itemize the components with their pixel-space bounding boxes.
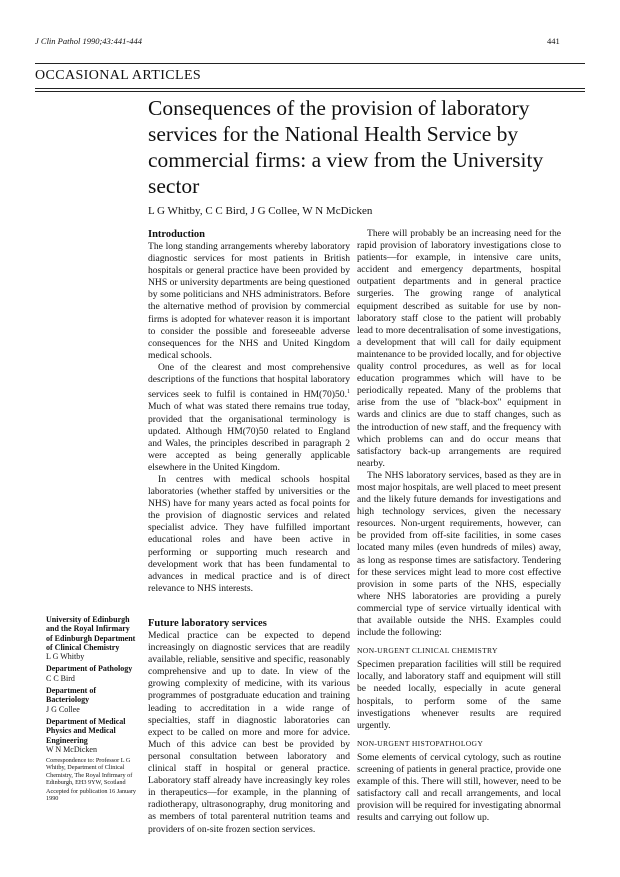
header-rule-bottom-double	[35, 91, 585, 92]
left-column-bottom	[148, 617, 350, 836]
intro-paragraph-2	[148, 362, 350, 474]
right-paragraph-2: The NHS laboratory services, based as they are in most major hospitals, are well placed to meet present and the likely future demands for investigations and high technology services, given the necessary resources. Non-urgent requirements, however, can be provided from off-site facilities, in some cases located many miles (even hundreds of miles) away, as long as response times are satisfactory. Tendering for these services might lead to more cost effective provision in some parts of the NHS, especially where NHS laboratories are providing a purely commercial type of service virtually identical with that available outside the NHS. Examples could include the following:	[357, 469, 561, 639]
header-rule-bottom	[35, 88, 585, 89]
introduction-heading: Introduction	[148, 229, 205, 240]
right-paragraph-1: There will probably be an increasing need for the rapid provision of laboratory investigations close to patients—for example, in intensive care units, accident and emergency departments, hospital outpatient departments and in general practice surgeries. The growing range of analytical equipment described as suitable for use by non-laboratory staff close to the patient will probably lead to more decentralisation of some investigations, a development that will call for daily equipment maintenance to be provided locally, and for objective quality control procedures, as well as for local education programmes which will have to be periodically repeated. Many of the problems that arise from the use of "black-box" equipment in wards and clinics are due to staff changes, such as the introduction of new staff, and the frequency with which problems can and do occur means that satisfactory back-up arrangements are required nearby.	[357, 228, 561, 469]
right-column	[357, 228, 561, 825]
histopathology-text: Some elements of cervical cytology, such as routine screening of patients in general practice, provide one example of this. There will still, however, need to be satisfactory call and recall arrangements, and local provision will be required for investigating abnormal results and carrying out follow up.	[357, 751, 561, 824]
correspondence-note: Correspondence to: Professor L G Whitby, Department of Clinical Chemistry, The Royal Infirmary of Edinburgh, EH3 9YW, Scotland	[46, 757, 133, 786]
future-services-heading: Future laboratory services	[148, 618, 267, 629]
affiliation-1	[46, 615, 138, 661]
affiliation-4	[46, 717, 138, 754]
affiliations-sidebar	[46, 615, 138, 802]
affiliation-person: J G Collee	[46, 704, 80, 714]
left-column-top	[148, 228, 350, 595]
affiliation-person: C C Bird	[46, 673, 75, 683]
affiliation-institution: Department of Bacteriology	[46, 686, 96, 705]
affiliation-2	[46, 664, 138, 683]
subheading-clinical-chemistry: NON-URGENT CLINICAL CHEMISTRY	[357, 646, 498, 656]
section-label: OCCASIONAL ARTICLES	[35, 68, 202, 83]
journal-reference: J Clin Pathol 1990;43:441-444	[35, 36, 142, 46]
intro-paragraph-2-start: One of the clearest and most comprehensive descriptions of the functions that hospital laboratory services seek to fulfil is contained in HM(70)50.	[148, 361, 350, 401]
reference-marker: 1	[347, 389, 350, 396]
article-title: Consequences of the provision of laboratory services for the National Health Service by commercial firms: a view from the University sector	[148, 96, 544, 198]
future-paragraph-1: Medical practice can be expected to depend increasingly on diagnostic services that are readily available, reliable, sensitive and specific, reasonably comprehensive and up to date. In view of the growing complexity of medicine, with its various programmes of postgraduate education and training leading to accreditation in a wide range of specialties, staff in diagnostic laboratories can expect to be called on more and more for advice. Much of this advice can best be provided by personal consultation between laboratory and clinical staff in hospital or general practice. Laboratory staff already have increasingly key roles in therapeutics—for example, in the planning of radiotherapy, ultrasonography, drug monitoring and as members of total parenteral nutrition teams and providers of on-site frozen section services.	[148, 630, 350, 835]
affiliation-3	[46, 686, 138, 714]
affiliation-institution: Department of Pathology	[46, 664, 133, 674]
intro-paragraph-3: In centres with medical schools hospital laboratories (whether staffed by universities or the NHS) have for many years acted as focal points for the provision of diagnostic services and related specialist advice. They have fulfilled important educational roles and have been active in performing or supporting much research and development work that has been fundamental to advances in medical practice and is of direct relevance to NHS interests.	[148, 473, 350, 594]
intro-paragraph-2-end: Much of what was stated there remains true today, provided that the organisational terminology is updated. Although HM(70)50 related to England and Wales, the principles described in paragraph 2 were accepted as being generally applicable elsewhere in the United Kingdom.	[148, 401, 350, 473]
intro-paragraph-1: The long standing arrangements whereby laboratory diagnostic services for most patients in British hospitals or general practice have been provided by NHS or university departments are being questioned by some politicians and NHS administrators. Before the alternative method of provision by commercial firms is adopted for whatever reason it is important to consider the possible and foreseeable adverse consequences for the NHS and United Kingdom medical schools.	[148, 241, 350, 361]
acceptance-date: Accepted for publication 16 January 1990	[46, 787, 137, 803]
affiliation-institution: University of Edinburgh and the Royal Infirmary of Edinburgh Department of Clinical Chemistry	[46, 615, 136, 652]
affiliation-person: W N McDicken	[46, 744, 97, 754]
affiliation-institution: Department of Medical Physics and Medical Engineering	[46, 716, 126, 745]
subheading-histopathology: NON-URGENT HISTOPATHOLOGY	[357, 738, 484, 748]
author-list: L G Whitby, C C Bird, J G Collee, W N McDicken	[148, 205, 373, 217]
page-number: 441	[547, 36, 560, 46]
clinical-chemistry-text: Specimen preparation facilities will still be required locally, and laboratory staff and equipment will still be needed locally, especially in acute general hospitals, to perform some of the same investigations whenever results are required urgently.	[357, 659, 561, 731]
affiliation-person: L G Whitby	[46, 652, 85, 662]
header-rule-top	[35, 63, 585, 64]
